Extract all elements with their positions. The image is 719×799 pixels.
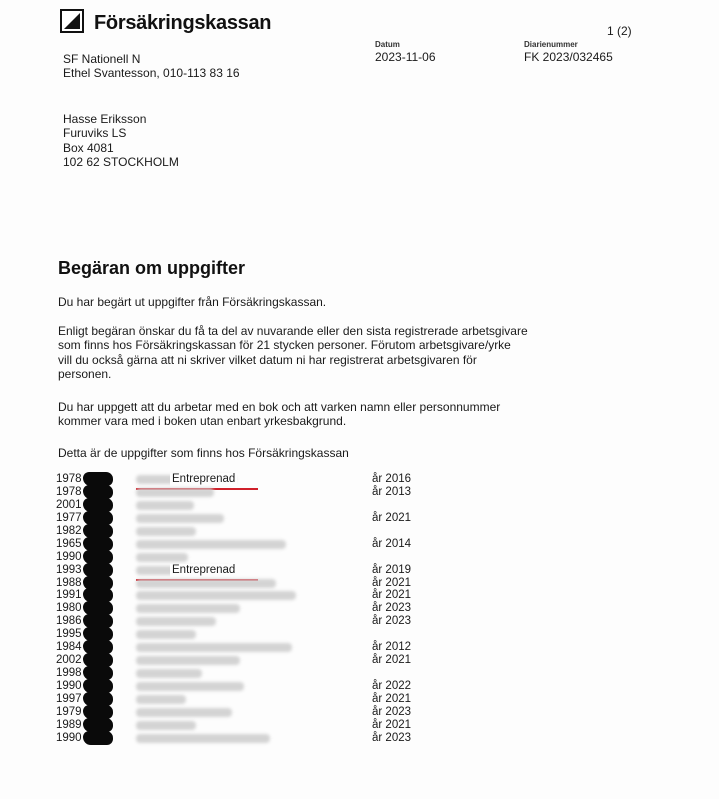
table-row bbox=[56, 473, 456, 486]
redaction-mark bbox=[83, 563, 113, 577]
blurred-employer bbox=[136, 604, 240, 613]
table-row bbox=[56, 641, 456, 654]
birth-year: 1982 bbox=[56, 524, 82, 537]
paragraph-line: som finns hos Försäkringskassan för 21 stycken personer. Förutom arbetsgivare/yrke bbox=[58, 338, 511, 353]
registration-date: år 2019 bbox=[372, 563, 412, 576]
registration-date: år 2021 bbox=[372, 692, 412, 705]
birth-year: 2002 bbox=[56, 654, 82, 667]
registration-date: år 2021 bbox=[372, 589, 412, 602]
paragraph-line: Du har uppgett att du arbetar med en bok och att varken namn eller personnummer bbox=[58, 400, 501, 414]
paragraph-line: vill du också gärna att ni skriver vilket datum ni har registrerat arbetsgivaren för bbox=[58, 352, 477, 367]
birth-year: 1990 bbox=[56, 731, 82, 744]
recipient-box: Box 4081 bbox=[63, 140, 114, 155]
blurred-employer bbox=[136, 579, 276, 588]
registration-date: år 2023 bbox=[372, 731, 412, 744]
redaction-mark bbox=[83, 576, 113, 590]
logo-icon bbox=[60, 9, 84, 33]
page-number: 1 (2) bbox=[607, 24, 632, 38]
birth-year: 1988 bbox=[56, 576, 82, 589]
table-row bbox=[56, 615, 456, 628]
table-row bbox=[56, 525, 456, 538]
paragraph-request bbox=[58, 324, 578, 381]
redaction-mark bbox=[83, 679, 113, 693]
paragraph-purpose bbox=[58, 400, 578, 429]
paragraph-line: personen. bbox=[58, 366, 112, 381]
blurred-employer bbox=[136, 591, 296, 600]
ref-label: Diarienummer bbox=[524, 40, 578, 49]
blurred-employer bbox=[136, 669, 202, 678]
registration-date: år 2021 bbox=[372, 576, 412, 589]
table-row bbox=[56, 680, 456, 693]
birth-year: 1990 bbox=[56, 680, 82, 692]
blurred-employer bbox=[136, 488, 214, 497]
table-row bbox=[56, 667, 456, 680]
redaction-mark bbox=[83, 627, 113, 641]
registration-date: år 2021 bbox=[372, 654, 412, 667]
table-row bbox=[56, 719, 456, 732]
table-row bbox=[56, 589, 456, 602]
blurred-employer bbox=[136, 656, 240, 665]
registration-date: år 2013 bbox=[372, 485, 412, 498]
blurred-employer bbox=[136, 682, 244, 691]
redaction-mark bbox=[83, 666, 113, 680]
registration-date: år 2021 bbox=[372, 718, 412, 731]
recipient-city: 102 62 STOCKHOLM bbox=[63, 154, 179, 169]
table-row bbox=[56, 564, 456, 577]
table-row bbox=[56, 706, 456, 719]
employer-name: Entreprenad bbox=[172, 473, 236, 485]
birth-year: 1990 bbox=[56, 550, 82, 563]
redaction-mark bbox=[83, 498, 113, 512]
paragraph-list-intro: Detta är de uppgifter som finns hos Försäkringskassan bbox=[58, 446, 349, 460]
table-row bbox=[56, 499, 456, 512]
paragraph-line: Enligt begäran önskar du få ta del av nuvarande eller den sista registrerade arbetsgivare bbox=[58, 324, 528, 338]
blurred-employer bbox=[136, 708, 232, 717]
recipient-name: Hasse Eriksson bbox=[63, 112, 147, 126]
table-row bbox=[56, 654, 456, 667]
records-list bbox=[56, 473, 456, 745]
registration-date: år 2021 bbox=[372, 511, 412, 524]
birth-year: 1995 bbox=[56, 628, 82, 641]
redaction-mark bbox=[83, 718, 113, 732]
birth-year: 1977 bbox=[56, 511, 82, 524]
registration-date: år 2016 bbox=[372, 473, 412, 485]
birth-year: 2001 bbox=[56, 498, 82, 511]
birth-year: 1965 bbox=[56, 537, 82, 550]
document-title: Begäran om uppgifter bbox=[58, 258, 246, 278]
blurred-employer bbox=[136, 734, 270, 743]
blurred-employer bbox=[136, 553, 188, 562]
registration-date: år 2023 bbox=[372, 615, 412, 628]
birth-year: 1984 bbox=[56, 641, 82, 654]
sender-contact: Ethel Svantesson, 010-113 83 16 bbox=[63, 66, 240, 80]
ref-value: FK 2023/032465 bbox=[524, 50, 613, 64]
table-row bbox=[56, 732, 456, 745]
birth-year: 1986 bbox=[56, 615, 82, 628]
registration-date: år 2012 bbox=[372, 641, 412, 654]
redaction-mark bbox=[83, 705, 113, 719]
blurred-employer bbox=[136, 695, 186, 704]
paragraph-intro: Du har begärt ut uppgifter från Försäkringskassan. bbox=[58, 295, 327, 309]
birth-year: 1993 bbox=[56, 563, 82, 576]
table-row bbox=[56, 628, 456, 641]
redaction-mark bbox=[83, 524, 113, 538]
birth-year: 1998 bbox=[56, 667, 82, 680]
blurred-employer bbox=[136, 643, 292, 652]
date-value: 2023-11-06 bbox=[375, 50, 436, 64]
table-row bbox=[56, 512, 456, 525]
recipient-address bbox=[63, 112, 179, 169]
birth-year: 1978 bbox=[56, 473, 82, 485]
blurred-employer bbox=[136, 527, 196, 536]
blurred-employer bbox=[136, 721, 196, 730]
birth-year: 1991 bbox=[56, 589, 82, 602]
registration-date: år 2023 bbox=[372, 705, 412, 718]
registration-date: år 2022 bbox=[372, 680, 412, 692]
registration-date: år 2023 bbox=[372, 602, 412, 615]
registration-date: år 2014 bbox=[372, 537, 412, 550]
table-row bbox=[56, 602, 456, 615]
recipient-org: Furuviks LS bbox=[63, 126, 127, 141]
birth-year: 1979 bbox=[56, 705, 82, 718]
redaction-mark bbox=[83, 601, 113, 615]
redaction-mark bbox=[83, 731, 113, 745]
redaction-mark bbox=[83, 588, 113, 602]
redaction-mark bbox=[83, 614, 113, 628]
blurred-employer bbox=[136, 514, 224, 523]
table-row bbox=[56, 551, 456, 564]
table-row bbox=[56, 577, 456, 590]
employer-name: Entreprenad bbox=[172, 563, 236, 576]
birth-year: 1989 bbox=[56, 718, 82, 731]
table-row bbox=[56, 693, 456, 706]
redaction-mark bbox=[83, 653, 113, 667]
date-label: Datum bbox=[375, 40, 400, 49]
birth-year: 1980 bbox=[56, 602, 82, 615]
redaction-mark bbox=[83, 640, 113, 654]
paragraph-line: kommer vara med i boken utan enbart yrkesbakgrund. bbox=[58, 414, 347, 429]
redaction-mark bbox=[83, 485, 113, 499]
redaction-mark bbox=[83, 511, 113, 525]
table-row bbox=[56, 486, 456, 499]
redaction-mark bbox=[83, 472, 113, 486]
redaction-mark bbox=[83, 537, 113, 551]
blurred-employer bbox=[136, 630, 196, 639]
redaction-mark bbox=[83, 550, 113, 564]
blurred-employer bbox=[136, 617, 216, 626]
brand-name: Försäkringskassan bbox=[94, 12, 272, 34]
birth-year: 1978 bbox=[56, 485, 82, 498]
birth-year: 1997 bbox=[56, 692, 82, 705]
redaction-mark bbox=[83, 692, 113, 706]
sender-unit: SF Nationell N bbox=[63, 52, 141, 66]
blurred-employer bbox=[136, 501, 194, 510]
table-row bbox=[56, 538, 456, 551]
blurred-employer bbox=[136, 540, 286, 549]
